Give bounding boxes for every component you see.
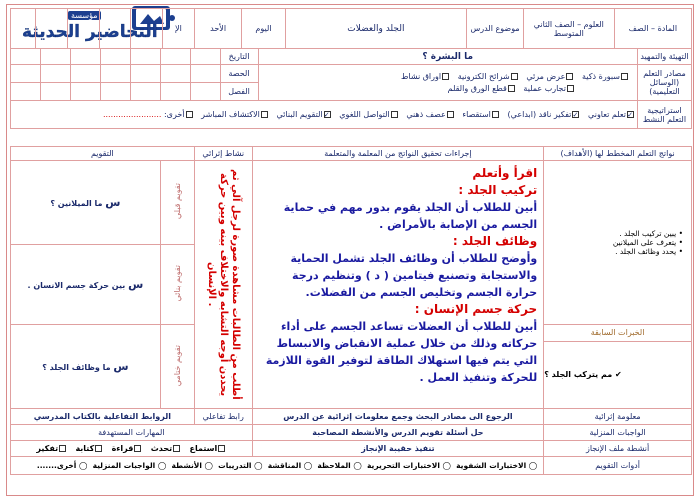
strategy-checkbox-7[interactable]: [261, 111, 268, 118]
objective-item: • يحدد وظائف الجلد .: [615, 247, 683, 256]
logo-title: التحاضير الحديثة: [22, 22, 158, 42]
evaluation-item-3: س ما وظائف الجلد ؟: [11, 325, 161, 409]
lesson-heading-1: اقرأ وأتعلم: [472, 166, 538, 180]
prior-knowledge-value: ✔ مم يتركب الجلد ؟: [544, 370, 622, 379]
enrichment-cell: [194, 161, 252, 409]
evaluation-item-2: س بين حركة جسم الانسان .: [11, 245, 161, 325]
resources-label: مصادر التعلم (الوسائل التعليمية): [637, 65, 691, 101]
lesson-heading-3: وظائف الجلد :: [452, 234, 538, 248]
procedures-header: إجراءات تحقيق النواتج من المعلمة والمتعلمة: [252, 147, 544, 161]
evaluation-header: التقويم: [11, 147, 195, 161]
strategy-list: ✓تعلم تعاوني ✓تفكير ناقد (ابداعي) استقصاء عصف ذهني التواصل اللغوي ✓التقويم البنائي الاكتشاف المباشر أخرى: .......................: [11, 101, 638, 129]
enrichment-info-label: معلومة إثرائية: [544, 409, 692, 425]
intro-label: التهيئة والتمهيد: [637, 49, 691, 65]
intro-value: ما البشرة ؟: [258, 49, 637, 65]
strategy-checkbox-2[interactable]: [572, 111, 579, 118]
enrichment-header: نشاط إثرائي: [194, 147, 252, 161]
meta-table: [10, 48, 692, 129]
skills-label: المهارات المستهدفة: [11, 425, 253, 441]
strategy-checkbox-5[interactable]: [391, 111, 398, 118]
strategy-checkbox-1[interactable]: [627, 111, 634, 118]
skill-checkbox-4[interactable]: [95, 445, 102, 452]
skill-checkbox-1[interactable]: [218, 445, 225, 452]
strategy-checkbox-8[interactable]: [186, 111, 193, 118]
topic-label: موضوع الدرس: [467, 9, 524, 49]
resource-checkbox-6[interactable]: [508, 85, 515, 92]
tools-label: أدوات التقويم: [544, 457, 692, 475]
evaluation-label-2: تقويم بنائي: [160, 245, 194, 325]
lesson-heading-4: حركة جسم الإنسان :: [414, 302, 538, 316]
prior-knowledge-cell: [544, 325, 692, 409]
resources-list: سبورة ذكية عرض مرئي شرائح الكترونية اوراق نشاط تجارب عملية قطع الورق والقلم: [258, 65, 637, 101]
homework-label: الواجبات المنزلية: [544, 425, 692, 441]
lesson-cell: [252, 161, 544, 409]
resource-checkbox-4[interactable]: [442, 73, 449, 80]
objective-item: • يتعرف على الميلانين: [612, 238, 683, 247]
topic-value: الجلد والعضلات: [285, 9, 467, 49]
strategy-checkbox-6[interactable]: [324, 111, 331, 118]
evaluation-label-1: تقويم قبلي: [160, 161, 194, 245]
resource-checkbox-5[interactable]: [567, 85, 574, 92]
day2-cell: الإ: [163, 9, 195, 49]
resource-checkbox-2[interactable]: [566, 73, 573, 80]
objectives-cell: [544, 161, 692, 325]
enrichment-info-value: الرجوع الى مصادر البحث وجمع معلومات إثرائية عن الدرس: [252, 409, 544, 425]
strategy-checkbox-3[interactable]: [492, 111, 499, 118]
lesson-paragraph-1: أبين للطلاب أن الجلد يقوم بدور مهم في حماية الجسم من الإصابة بالأمراض .: [283, 201, 538, 231]
subject-label: المادة – الصف: [614, 9, 691, 49]
header-table: [10, 8, 692, 49]
enrichment-text: أطلب من الطالبات مشاهدة صورة لرجل آلي ثم يحددن أوجه التشابه والاختلاف بينه وبين حركة الإنسان .: [206, 169, 242, 400]
skill-checkbox-2[interactable]: [173, 445, 180, 452]
objective-item: • يبين تركيب الجلد .: [619, 229, 683, 238]
portfolio-value: تنفيذ حقيبة الإنجاز: [252, 441, 544, 457]
interactive-link-value[interactable]: الروابط التفاعلية بالكتاب المدرسي: [11, 409, 195, 425]
prior-knowledge-label: الخبرات السابقة: [544, 326, 691, 342]
footer-table: [10, 408, 692, 475]
interactive-link-label: رابط تفاعلي: [194, 409, 252, 425]
date-label: التاريخ: [220, 49, 258, 65]
main-table: [10, 146, 692, 409]
lesson-paragraph-3: أبين للطلاب أن العضلات تساعد الجسم على أداء حركاته وذلك من خلال عملية الانقباض والانبساط التي يتم فيها استهلاك الطاقة لتوفير القوة اللازمة للحركة وتنفيذ العمل .: [265, 320, 538, 384]
class-label: الفصل: [220, 83, 258, 101]
strategy-label: استراتيجية التعلم النشط: [637, 101, 691, 129]
lesson-paragraph-2: وأوضح للطلاب أن وظائف الجلد تشمل الحماية والاستجابة وتصنيع فيتامين ( د ) وتنظيم درجة حرارة الجسم وتخليص الجسم من الفضلات.: [290, 252, 538, 299]
lesson-heading-2: تركيب الجلد :: [458, 183, 538, 197]
period-label: الحصة: [220, 65, 258, 83]
evaluation-item-1: س ما الميلانين ؟: [11, 161, 161, 245]
resource-checkbox-3[interactable]: [511, 73, 518, 80]
skill-checkbox-5[interactable]: [59, 445, 66, 452]
outcomes-header: نواتج التعلم المخطط لها (الأهداف): [544, 147, 692, 161]
skills-list: استماع تحدث قراءة كتابة تفكير: [11, 441, 253, 457]
evaluation-label-3: تقويم ختامي: [160, 325, 194, 409]
day-label: اليوم: [242, 9, 285, 49]
portfolio-label: أنشطة ملف الإنجاز: [544, 441, 692, 457]
resource-checkbox-1[interactable]: [621, 73, 628, 80]
day-value: الأحد: [194, 9, 242, 49]
strategy-checkbox-4[interactable]: [447, 111, 454, 118]
homework-value: حل أسئلة تقويم الدرس والأنشطة المصاحبة: [252, 425, 544, 441]
skill-checkbox-3[interactable]: [134, 445, 141, 452]
logo-subtitle: مؤسسة: [68, 11, 101, 20]
tools-list: ◯ الاختبارات الشفوية ◯ الاختبارات التحريرية ◯ الملاحظة ◯ المناقشة ◯ التدريبات ◯ الأنشطة ◯ الواجبات المنزلية ◯ أخرى.......: [11, 457, 544, 475]
subject-value: العلوم – الصف الثاني المتوسط: [523, 9, 614, 49]
